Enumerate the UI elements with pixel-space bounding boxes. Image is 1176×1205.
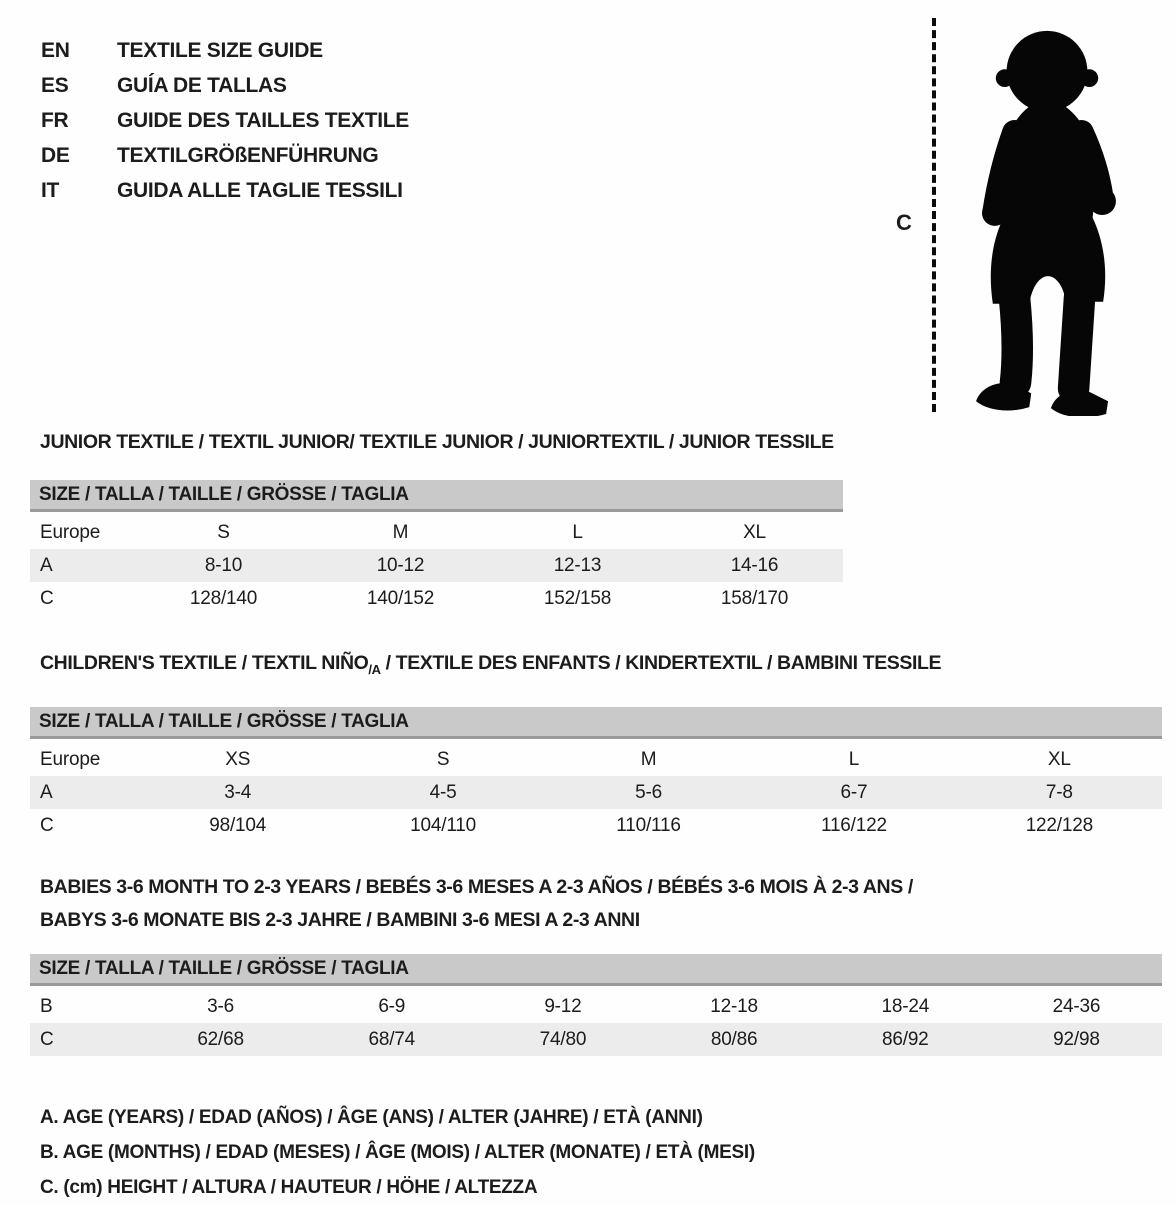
height-cell: 152/158 <box>543 588 612 609</box>
table-row-height <box>30 809 1162 842</box>
size-cell: S <box>217 522 230 543</box>
height-measure-label: C <box>896 210 912 235</box>
size-table-header: SIZE / TALLA / TAILLE / GRÖSSE / TAGLIA <box>30 480 843 512</box>
row-label: Europe <box>40 522 101 543</box>
height-figure <box>878 14 1144 422</box>
table-row-age <box>30 549 843 582</box>
row-label: Europe <box>40 748 101 770</box>
row-label: C <box>40 588 54 609</box>
row-label: A <box>40 781 53 803</box>
language-title: GUIDE DES TAILLES TEXTILE <box>117 109 409 132</box>
row-label: C <box>40 814 54 836</box>
age-cell: 8-10 <box>204 555 243 576</box>
table-row-height <box>30 582 843 615</box>
language-title: TEXTILGRÖßENFÜHRUNG <box>117 144 379 167</box>
table-row-europe <box>30 516 843 549</box>
language-title: TEXTILE SIZE GUIDE <box>117 39 323 62</box>
height-cell: 110/116 <box>616 814 681 836</box>
height-cell: 80/86 <box>710 1028 758 1050</box>
junior-size-table <box>30 480 843 615</box>
height-cell: 68/74 <box>368 1028 416 1050</box>
language-title: GUÍA DE TALLAS <box>117 74 287 97</box>
height-cell: 104/110 <box>410 814 477 836</box>
row-label: A <box>40 555 53 576</box>
table-row-europe <box>30 743 1162 776</box>
height-cell: 116/122 <box>820 814 887 836</box>
age-cell: 3-6 <box>207 995 235 1017</box>
age-cell: 18-24 <box>881 995 930 1017</box>
babies-size-table <box>30 954 1162 1056</box>
size-table-header: SIZE / TALLA / TAILLE / GRÖSSE / TAGLIA <box>30 707 1162 739</box>
language-row-fr <box>41 103 409 138</box>
language-code: FR <box>41 109 69 132</box>
size-cell: L <box>848 748 860 770</box>
legend-line-age-months: B. AGE (MONTHS) / EDAD (MESES) / ÂGE (MOIS) / ALTER (MONATE) / ETÀ (MESI) <box>40 1141 755 1163</box>
section-childrens-textile <box>30 647 1162 842</box>
age-cell: 12-18 <box>710 995 758 1017</box>
row-label: C <box>40 1028 54 1050</box>
age-cell: 14-16 <box>730 555 779 576</box>
size-table-header: SIZE / TALLA / TAILLE / GRÖSSE / TAGLIA <box>30 954 1162 986</box>
height-cell: 122/128 <box>1025 814 1093 836</box>
language-title-list <box>41 33 409 208</box>
language-code: ES <box>41 74 69 97</box>
size-cell: M <box>392 522 409 543</box>
table-row-age <box>30 776 1162 809</box>
age-cell: 5-6 <box>635 781 662 803</box>
title-line-1: BABIES 3-6 MONTH TO 2-3 YEARS / BEBÉS 3-6 MESES A 2-3 AÑOS / BÉBÉS 3-6 MOIS À 2-3 ANS / <box>40 875 913 898</box>
age-cell: 24-36 <box>1052 995 1101 1017</box>
language-row-es <box>41 68 409 103</box>
language-code: IT <box>41 179 60 202</box>
size-cell: XL <box>743 522 766 543</box>
size-cell: M <box>640 748 657 770</box>
language-row-it <box>41 173 409 208</box>
height-cell: 74/80 <box>539 1028 587 1050</box>
height-dashed-line <box>932 18 936 412</box>
children-size-table <box>30 707 1162 842</box>
section-title-children <box>40 647 1162 686</box>
height-cell: 98/104 <box>209 814 267 836</box>
row-label: B <box>40 995 53 1017</box>
section-junior-textile <box>30 426 1162 615</box>
section-title-babies <box>40 871 1162 937</box>
height-cell: 92/98 <box>1053 1028 1100 1050</box>
age-cell: 7-8 <box>1045 781 1073 803</box>
height-cell: 128/140 <box>189 588 258 609</box>
size-guide-content <box>30 418 1162 1205</box>
language-row-en <box>41 33 409 68</box>
height-cell: 86/92 <box>882 1028 929 1050</box>
age-cell: 12-13 <box>553 555 602 576</box>
language-code: EN <box>41 39 70 62</box>
height-cell: 158/170 <box>720 588 789 609</box>
age-cell: 6-9 <box>378 995 406 1017</box>
title-rest: / TEXTILE DES ENFANTS / KINDERTEXTIL / BAMBINI TESSILE <box>380 652 942 674</box>
legend-line-age-years: A. AGE (YEARS) / EDAD (AÑOS) / ÂGE (ANS) / ALTER (JAHRE) / ETÀ (ANNI) <box>40 1106 703 1128</box>
height-cell: 140/152 <box>366 588 435 609</box>
height-cell: 62/68 <box>197 1028 244 1050</box>
age-cell: 9-12 <box>544 995 582 1017</box>
size-cell: S <box>436 748 450 770</box>
language-title: GUIDA ALLE TAGLIE TESSILI <box>117 179 403 202</box>
section-babies <box>30 871 1162 1056</box>
age-cell: 3-4 <box>224 781 252 803</box>
age-cell: 10-12 <box>376 555 425 576</box>
title-line-2: BABYS 3-6 MONATE BIS 2-3 JAHRE / BAMBINI 3-6 MESI A 2-3 ANNI <box>40 908 640 931</box>
language-row-de <box>41 138 409 173</box>
table-row-height <box>30 1023 1162 1056</box>
title-sub: /A <box>368 661 381 677</box>
size-cell: XS <box>225 748 251 770</box>
age-cell: 4-5 <box>429 781 457 803</box>
legend-line-height: C. (cm) HEIGHT / ALTURA / HAUTEUR / HÖHE / ALTEZZA <box>40 1176 538 1198</box>
size-cell: XL <box>1047 748 1071 770</box>
language-code: DE <box>41 144 70 167</box>
measurement-legend <box>40 1100 1162 1205</box>
section-title-junior: JUNIOR TEXTILE / TEXTIL JUNIOR/ TEXTILE JUNIOR / JUNIORTEXTIL / JUNIOR TESSILE <box>40 431 834 453</box>
size-cell: L <box>572 522 583 543</box>
toddler-silhouette-icon <box>952 22 1142 416</box>
title-main: CHILDREN'S TEXTILE / TEXTIL NIÑO <box>40 652 369 674</box>
table-row-age-months <box>30 990 1162 1023</box>
age-cell: 6-7 <box>840 781 868 803</box>
